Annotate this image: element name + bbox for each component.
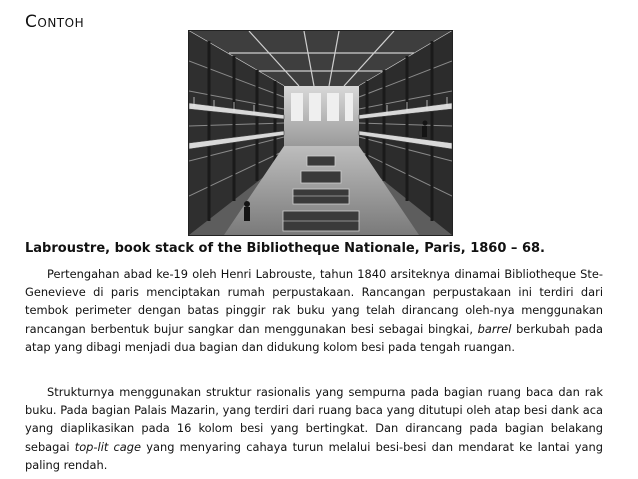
paragraph-2-text-b: yang menyaring cahaya turun melalui besi-besi dan mendarat ke lantai yang paling rendah.: [25, 439, 603, 472]
figure-caption: Labroustre, book stack of the Bibliotheque Nationale, Paris, 1860 – 68.: [25, 241, 545, 256]
paragraph-1: [25, 265, 603, 356]
paragraph-1-text-b: berkubah pada atap yang dibagi menjadi dua bagian dan didukung kolom besi pada tengah ruangan.: [25, 321, 603, 354]
paragraph-2: [25, 383, 603, 474]
paragraph-2-emphasis: top-lit cage: [74, 439, 142, 454]
paragraph-1-emphasis: barrel: [477, 321, 512, 336]
paragraph-2-text-a: Strukturnya menggunakan struktur rasionalis yang sempurna pada bagian ruang baca dan rak buku. Pada bagian Palais Mazarin, yang terdiri dari ruang baca yang ditutupi oleh atap besi dank aca yang diaplikasikan pada 16 kolom besi yang bertingkat. Dan dirancang pada bagian belakang sebagai: [25, 385, 603, 454]
section-title: Contoh: [25, 12, 85, 32]
paragraph-1-text-a: Pertengahan abad ke-19 oleh Henri Labrouste, tahun 1840 arsiteknya dinamai Bibliotheque Ste-Genevieve di paris menciptakan rumah perpustakaan. Rancangan perpustakaan ini terdiri dari tembok perimeter dengan batas pinggir rak buku yang telah dirancang oleh-nya menggunakan rancangan berbentuk bujur sangkar dan menggunakan besi sebagai bingkai,: [25, 267, 603, 336]
library-photo: [188, 30, 453, 236]
